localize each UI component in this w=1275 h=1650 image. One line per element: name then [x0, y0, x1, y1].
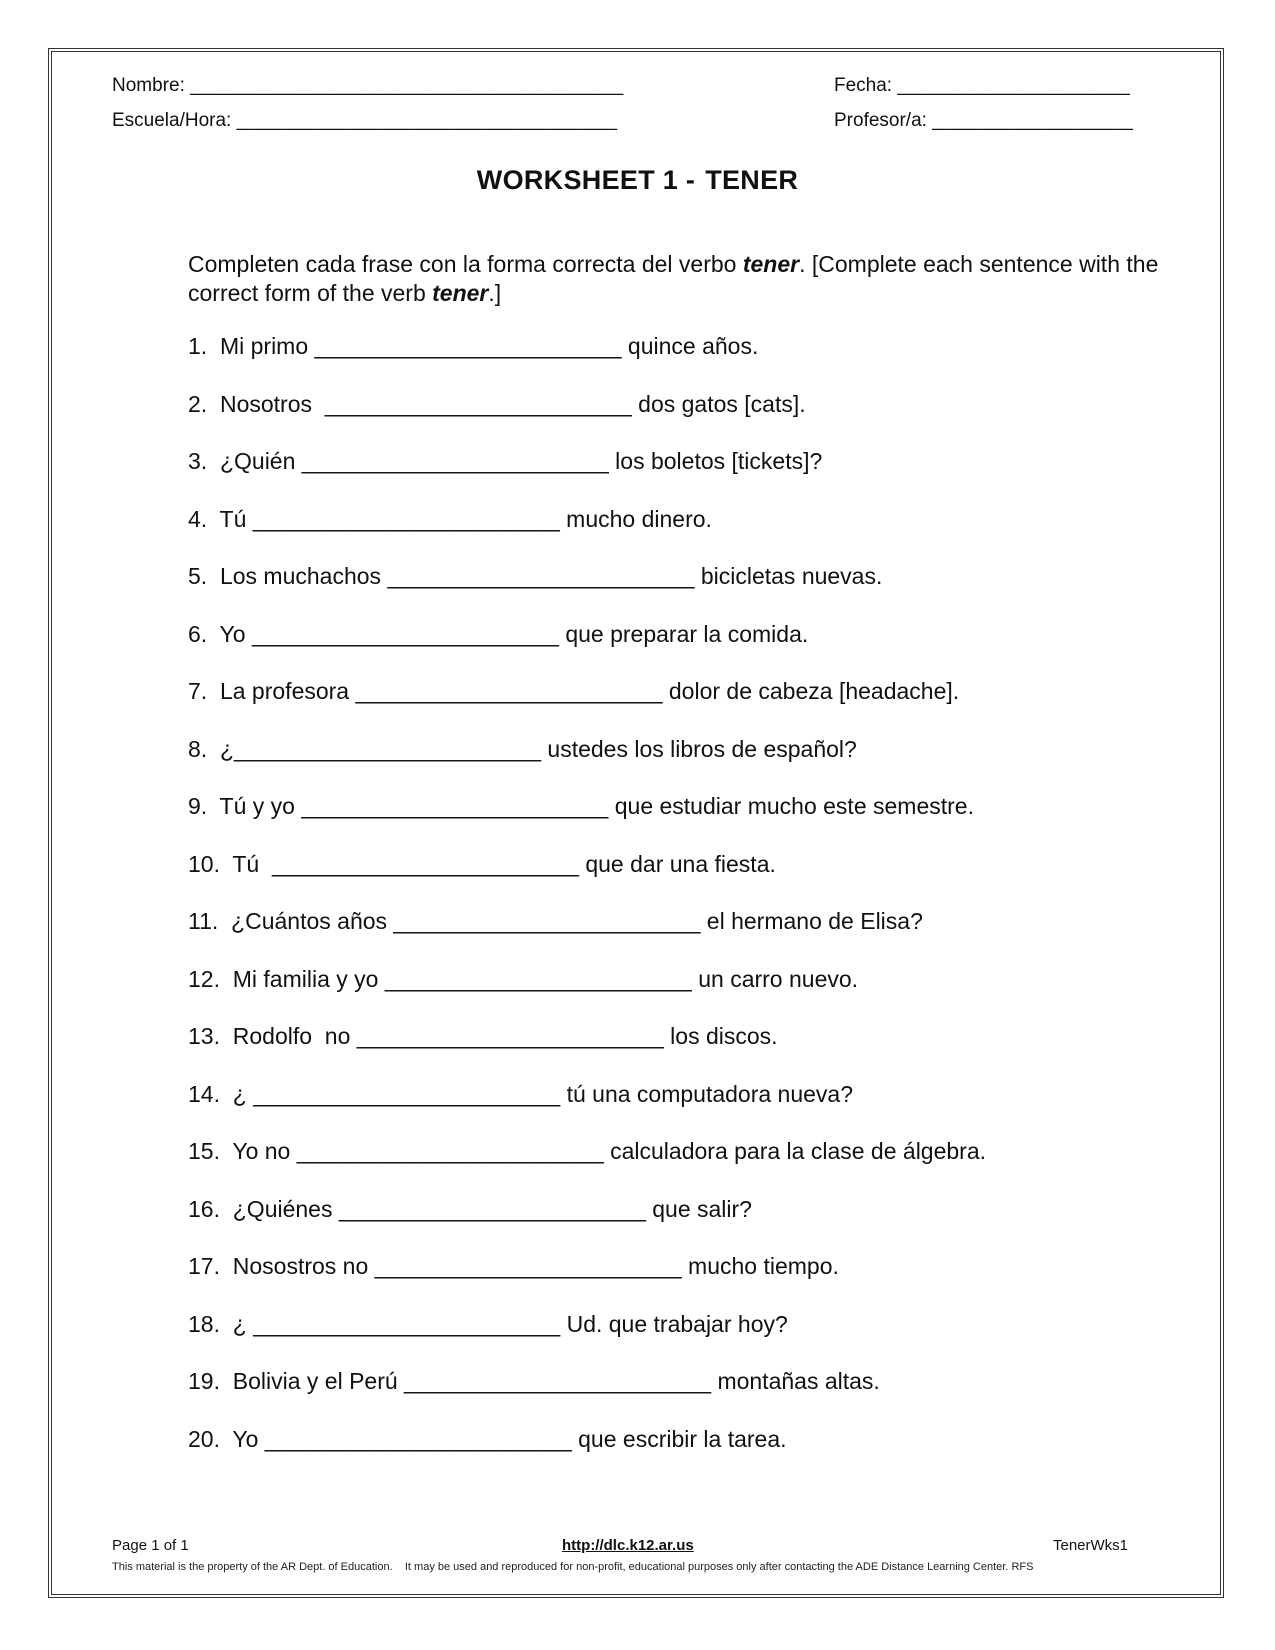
- exercise-item-17: 17. Nosostros no ________________________ mucho tiempo.: [188, 1253, 839, 1279]
- escuela-hora-field: Escuela/Hora: ____________________________________: [112, 110, 618, 131]
- exercise-item-5: 5. Los muchachos ________________________ bicicletas nuevas.: [188, 563, 883, 589]
- exercise-list: [188, 335, 986, 1485]
- nombre-field: Nombre: _________________________________________: [112, 75, 624, 96]
- exercise-item-10: 10. Tú ________________________ que dar una fiesta.: [188, 850, 776, 877]
- document-code: TenerWks1: [1053, 1537, 1129, 1554]
- worksheet-title: [0, 165, 1275, 196]
- exercise-item-16: 16. ¿Quiénes ________________________ que salir?: [188, 1195, 752, 1222]
- exercise-item-15: 15. Yo no ________________________ calculadora para la clase de álgebra.: [188, 1138, 987, 1164]
- page-number: Page 1 of 1: [112, 1537, 189, 1554]
- profesor-field: Profesor/a: ___________________: [834, 110, 1133, 131]
- exercise-item-9: 9. Tú y yo ________________________ que estudiar mucho este semestre.: [188, 793, 974, 819]
- exercise-item-8: 8. ¿________________________ ustedes los libros de español?: [188, 735, 857, 762]
- exercise-item-12: 12. Mi familia y yo ________________________ un carro nuevo.: [188, 965, 859, 992]
- instructions: [188, 250, 1168, 308]
- fecha-field: Fecha: ______________________: [834, 75, 1130, 96]
- title-part-1: WORKSHEET 1 -: [476, 165, 696, 195]
- instructions-text-3: .]: [488, 280, 502, 306]
- exercise-item-13: 13. Rodolfo no ________________________ los discos.: [188, 1023, 778, 1049]
- instructions-verb-2: tener: [432, 280, 489, 306]
- exercise-item-19: 19. Bolivia y el Perú ________________________ montañas altas.: [188, 1368, 880, 1394]
- exercise-item-20: 20. Yo ________________________ que escribir la tarea.: [188, 1425, 787, 1452]
- instructions-verb: tener: [742, 251, 800, 277]
- exercise-item-1: 1. Mi primo ________________________ quince años.: [188, 333, 759, 359]
- title-part-2: TENER: [705, 165, 799, 195]
- exercise-item-11: 11. ¿Cuántos años ________________________ el hermano de Elisa?: [188, 908, 923, 934]
- exercise-item-14: 14. ¿ ________________________ tú una computadora nueva?: [188, 1080, 854, 1107]
- exercise-item-7: 7. La profesora ________________________ dolor de cabeza [headache].: [188, 678, 960, 704]
- copyright-notice: This material is the property of the AR Dept. of Education. It may be used and reproduced for non-profit, educational purposes only after contacting the ADE Distance Learning Center. RFS: [112, 1561, 1034, 1573]
- exercise-item-2: 2. Nosotros ________________________ dos gatos [cats].: [188, 390, 806, 417]
- exercise-item-6: 6. Yo ________________________ que preparar la comida.: [188, 620, 809, 647]
- footer-url-link[interactable]: http://dlc.k12.ar.us: [562, 1537, 694, 1554]
- instructions-text-1: Completen cada frase con la forma correcta del verbo: [188, 251, 743, 277]
- exercise-item-18: 18. ¿ ________________________ Ud. que trabajar hoy?: [188, 1310, 788, 1337]
- exercise-item-3: 3. ¿Quién ________________________ los boletos [tickets]?: [188, 448, 823, 474]
- exercise-item-4: 4. Tú ________________________ mucho dinero.: [188, 505, 712, 532]
- instructions-text-2: . [Complete each sentence with the correct form of the verb: [188, 251, 1159, 306]
